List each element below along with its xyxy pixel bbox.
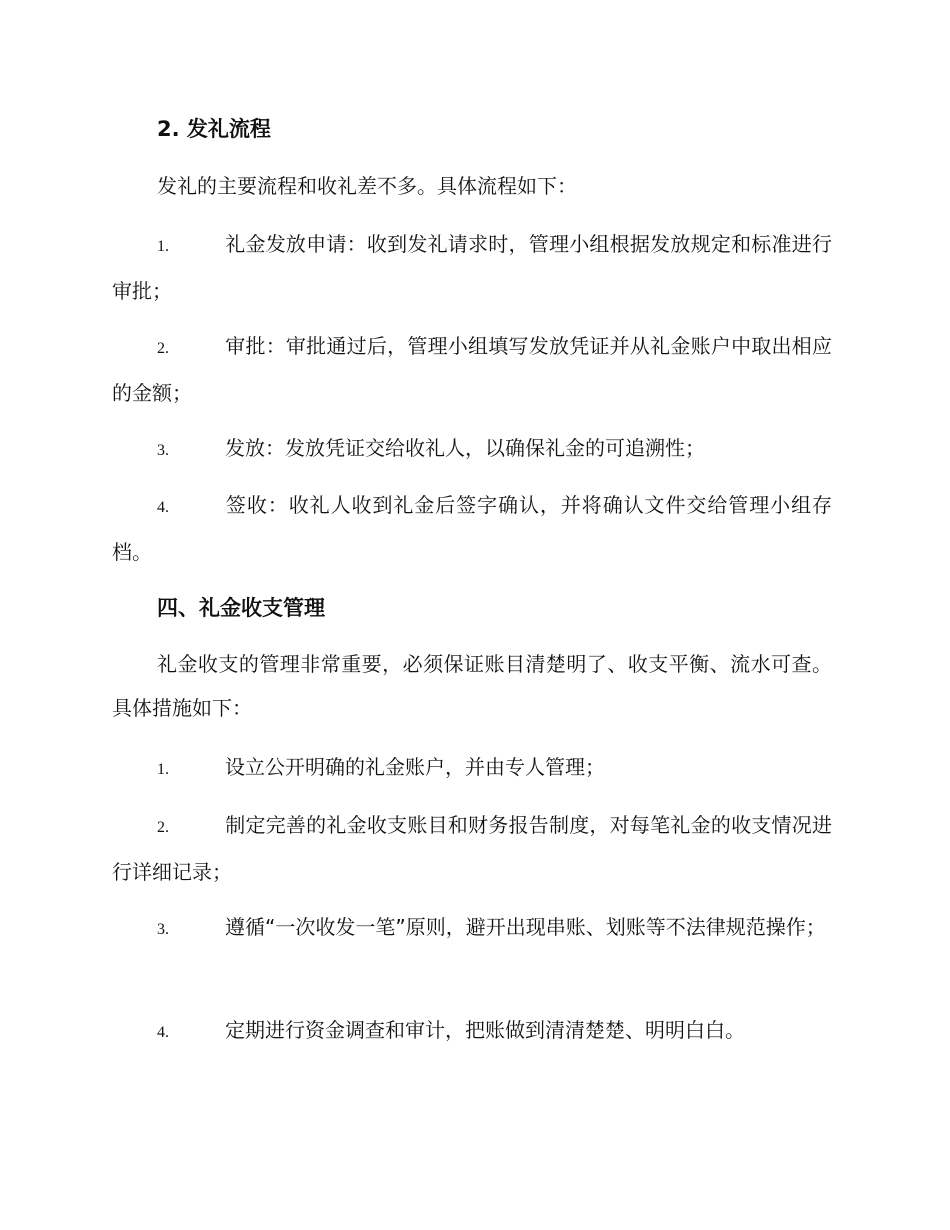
list-item-text: 签收：收礼人收到礼金后签字确认，并将确认文件交给管理小组存档。 [112, 493, 832, 564]
section-heading-send: 2. 发礼流程 [157, 117, 271, 141]
list-item-text: 定期进行资金调查和审计，把账做到清清楚楚、明明白白。 [225, 1018, 745, 1042]
list-item-manage-3 [112, 905, 832, 952]
list-item-send-3 [112, 426, 832, 473]
list-item-manage-2 [112, 803, 832, 894]
list-item-number: 3. [157, 921, 169, 938]
list-item-number: 2. [157, 340, 169, 357]
list-item-number: 3. [157, 442, 169, 459]
list-item-send-2 [112, 324, 832, 415]
section-heading-manage: 四、礼金收支管理 [157, 596, 325, 620]
list-item-text: 礼金发放申请：收到发礼请求时，管理小组根据发放规定和标准进行审批； [112, 232, 832, 303]
list-item-number: 1. [157, 761, 169, 778]
section-intro-manage: 礼金收支的管理非常重要，必须保证账目清楚明了、收支平衡、流水可查。具体措施如下： [112, 652, 832, 720]
list-item-manage-4 [112, 1008, 832, 1055]
list-item-text: 审批：审批通过后，管理小组填写发放凭证并从礼金账户中取出相应的金额； [112, 334, 832, 405]
section-intro-send: 发礼的主要流程和收礼差不多。具体流程如下： [157, 174, 577, 198]
list-item-number: 4. [157, 1024, 169, 1041]
list-item-text: 发放：发放凭证交给收礼人，以确保礼金的可追溯性； [225, 436, 705, 460]
list-item-send-4 [112, 483, 832, 574]
list-item-number: 1. [157, 238, 169, 255]
list-item-number: 2. [157, 819, 169, 836]
list-item-manage-1 [112, 745, 832, 792]
list-item-text: 设立公开明确的礼金账户，并由专人管理； [225, 755, 605, 779]
list-item-number: 4. [157, 499, 169, 516]
list-item-text: 遵循“一次收发一笔”原则，避开出现串账、划账等不法律规范操作； [225, 915, 826, 939]
list-item-text: 制定完善的礼金收支账目和财务报告制度，对每笔礼金的收支情况进行详细记录； [112, 813, 832, 884]
list-item-send-1 [112, 222, 832, 313]
